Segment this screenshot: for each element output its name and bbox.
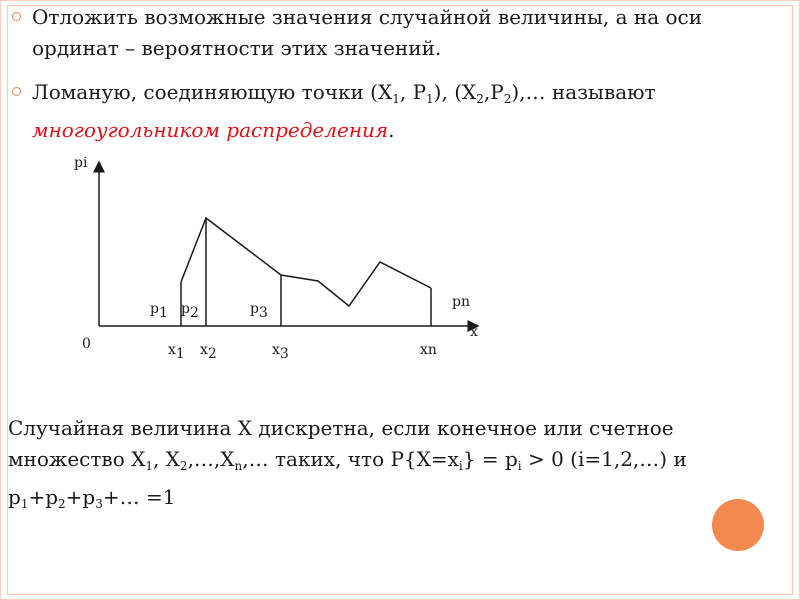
p1-label: p1 (150, 301, 168, 321)
y-axis-label: pi (74, 155, 88, 171)
x3-label: x3 (272, 342, 289, 362)
distribution-polyline (181, 218, 431, 306)
x2-label: x2 (200, 342, 217, 362)
x1-label: x1 (168, 342, 185, 362)
pn-label: pn (452, 294, 470, 310)
x-axis-label: x (470, 324, 478, 340)
emphasis-term: многоугольником распределения (32, 118, 389, 142)
definition-paragraph: Случайная величина X дискретна, если конечное или счетное множество $X_1$, $X_2,\dots,X_n,\dots$ таких, что $P\{X=x_i\} = p_i > 0$ (i=1,2,…) и $p_1+p_2+p_3+\dots =1$ (8, 416, 687, 511)
xn-label: xn (420, 342, 437, 358)
decorative-circle (712, 499, 764, 551)
p3-label: p3 (250, 301, 268, 321)
p2-label: p2 (181, 301, 199, 321)
bullet-text-2: Ломаную, соединяющую точки ($X_1$, $P_1$), $(X_2,P_2),\dots$ называют многоугольником распределения. (32, 80, 656, 142)
origin-label: 0 (82, 336, 91, 352)
bullet-text-1: Отложить возможные значения случайной величины, а на оси ординат – вероятности этих значений. (32, 5, 703, 60)
